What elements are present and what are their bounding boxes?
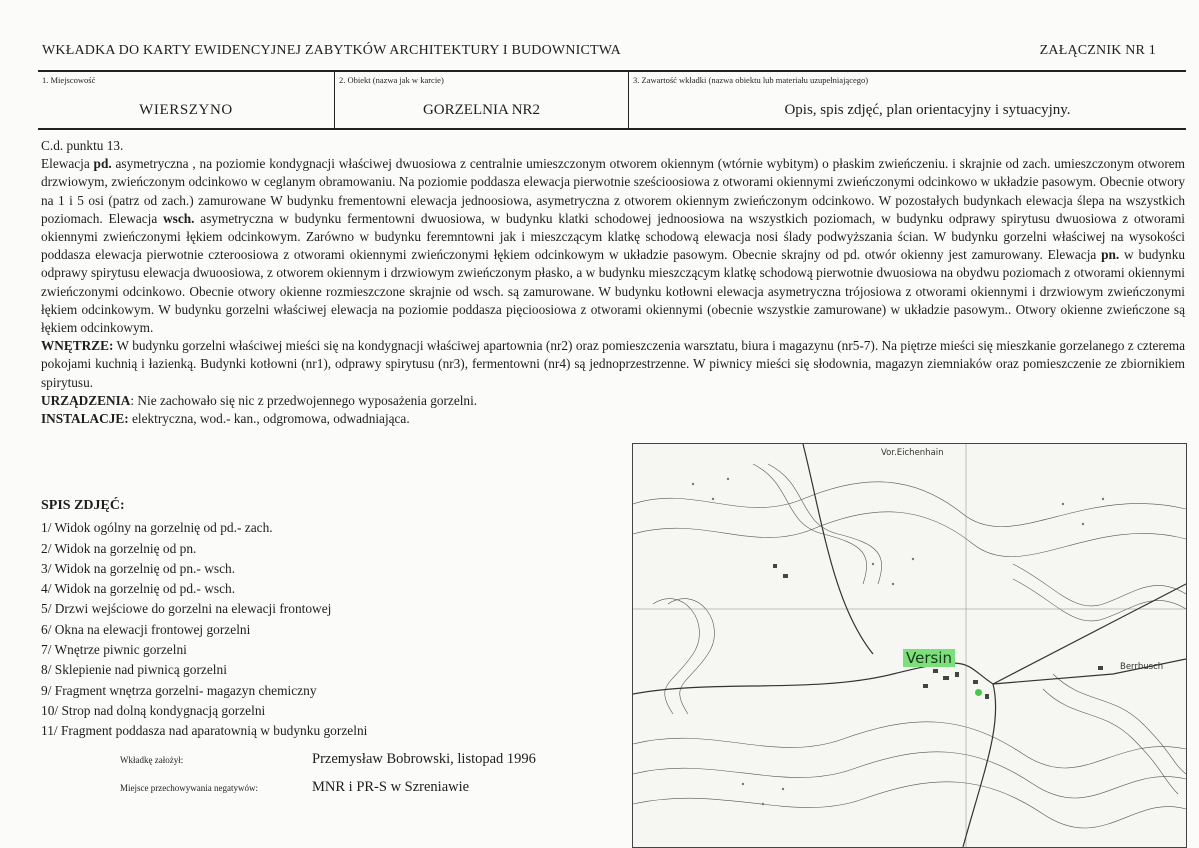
author-value: Przemysław Bobrowski, listopad 1996 — [312, 751, 536, 767]
installations-text: elektryczna, wod.- kan., odgromowa, odwadniająca. — [128, 411, 410, 427]
installations-paragraph — [41, 410, 1185, 428]
photo-item: 5/ Drzwi wejściowe do gorzelni na elewacji frontowej — [41, 601, 332, 617]
equipment-text: : Nie zachowało się nic z przedwojennego wyposażenia gorzelni. — [130, 392, 478, 408]
elevation-north-term: pn. — [1101, 247, 1120, 263]
storage-value: MNR i PR-S w Szreniawie — [312, 779, 470, 795]
equipment-label: URZĄDZENIA — [41, 392, 131, 408]
page-title: WKŁADKA DO KARTY EWIDENCYJNEJ ZABYTKÓW ARCHITEKTURY I BUDOWNICTWA — [42, 43, 621, 58]
elevation-text-3: w budynku odprawy spirytusu elewacja dwuoosiowa, z otworem okiennym i drzwiowym zwieńczonym płasko, a w budynku mieszczącym klatkę schodową pierwotnie dwuosiowa na obydwu poziomach z otworami okiennymi zwieńczonymi odcinkowo. Obecnie otwory okienne rozmieszczone skrajnie od wsch. są zamurowane. W budynku kotłowni elewacja asymetryczna trójosiowa z otworami okiennymi i drzwiowym zwieńczonymi łękiem odcinkowym. W budynku gorzelni właściwej elewacja na poziomie poddasza pięcioosiowa z otworami okiennymi (obecnie wszystkie zamurowane) w układzie pasowym.. Otwory okienne zwieńczone są łękiem odcinkowym. — [41, 247, 1185, 336]
map-label-top: Vor.Eichenhain — [881, 448, 944, 458]
interior-text: W budynku gorzelni właściwej mieści się na kondygnacji właściwej apartownia (nr2) oraz pomieszczenia warsztatu, biura i magazynu (nr5-7). Na piętrze mieści się mieszkanie gorzelanego z czterema pokojami kuchnią i łazienką. Budynki kotłowni (nr1), odprawy spirytusu (nr3), fermentowni (nr4) są jednoprzestrzenne. W piwnicy mieści się słodownia, magazyn ziemniaków oraz pomieszczenie ze zbiornikiem spirytusu. — [41, 338, 1185, 390]
elevation-text-1: asymetryczna , na poziomie kondygnacji właściwej dwuosiowa z centralnie umieszczonym otworem okiennym (wtórnie wybitym) o płaskim zwieńczeniu. i skrajnie od zach. umieszczonym otworem drzwiowym, zwieńczonym odcinkowo w ceglanym obramowaniu. Na poziomie poddasza elewacja pierwotnie sześcioosiowa z otworami okiennymi zwieńczonymi odcinkowo w układzie pasowym. Obecnie otwory na 1 i 5 osi (patrz od zach.) zamurowane W budynku frementowni elewacja jednoosiowa, asymetryczna z otworem okiennym zwieńczonym odcinkowo. W pozostałych budynkach elewacja ślepa na wszystkich poziomach. Elewacja — [41, 156, 1186, 226]
photo-item: 4/ Widok na gorzelnię od pd.- wsch. — [41, 581, 236, 597]
field-contents — [629, 72, 1186, 128]
author-label: Wkładkę założył: — [120, 755, 184, 765]
field-contents-label: 3. Zawartość wkładki (nazwa obiektu lub materiału uzupełniającego) — [633, 75, 869, 85]
photo-item: 10/ Strop nad dolną kondygnacją gorzelni — [41, 702, 266, 718]
metadata-fields — [38, 72, 1186, 130]
elevations-paragraph — [41, 155, 1185, 337]
footer-author-row — [120, 750, 620, 768]
location-marker-icon — [975, 689, 982, 696]
map-grid — [633, 444, 1186, 847]
annex-label: ZAŁĄCZNIK NR 1 — [1039, 43, 1156, 58]
installations-label: INSTALACJE: — [41, 411, 129, 427]
map-roads — [633, 444, 1186, 847]
photo-list-heading: SPIS ZDJĘĆ: — [41, 498, 125, 513]
field-locality-label: 1. Miejscowość — [42, 75, 96, 85]
photo-item: 6/ Okna na elewacji frontowej gorzelni — [41, 621, 251, 637]
contour-lines — [633, 464, 1186, 828]
field-contents-value: Opis, spis zdjęć, plan orientacyjny i sytuacyjny. — [784, 102, 1071, 118]
elevation-east-term: wsch. — [163, 210, 195, 226]
field-locality — [38, 72, 335, 128]
map-drawing — [633, 444, 1186, 847]
footer-storage-row — [120, 778, 620, 796]
interior-paragraph — [41, 337, 1185, 392]
elevation-lead: Elewacja — [41, 156, 94, 172]
field-object — [335, 72, 629, 128]
photo-list — [41, 496, 601, 742]
map-label-berrbusch: Berrbusch — [1120, 662, 1164, 672]
photo-items — [41, 518, 601, 741]
photo-item: 8/ Sklepienie nad piwnicą gorzelni — [41, 662, 227, 678]
page-header — [42, 43, 1156, 59]
map-label-village: Versin — [903, 649, 955, 667]
equipment-paragraph — [41, 392, 1185, 410]
photo-item: 3/ Widok na gorzelnię od pn.- wsch. — [41, 560, 236, 576]
continuation-note: C.d. punktu 13. — [41, 138, 124, 153]
photo-item: 11/ Fragment poddasza nad aparatownią w budynku gorzelni — [41, 723, 368, 739]
photo-item: 1/ Widok ogólny na gorzelnię od pd.- zach. — [41, 520, 273, 536]
photo-item: 2/ Widok na gorzelnię od pn. — [41, 540, 197, 556]
interior-label: WNĘTRZE: — [41, 338, 114, 354]
field-object-label: 2. Obiekt (nazwa jak w karcie) — [339, 75, 444, 85]
elevation-text-2: asymetryczna w budynku fermentowni dwuosiowa, w budynku klatki schodowej jednoosiowa na wszystkich poziomach, w budynku odprawy spirytusu dwuosiowa z otworami okiennymi zwieńczonymi łękiem odcinkowym. Zarówno w budynku feremntowni jak i mieszczącym klatkę schodową elewacja nosi ślady podwyższania ścian. W budynku gorzelni właściwej na wysokości poddasza elewacja pierwotnie czteroosiowa z otworami okiennymi zwieńczonymi łękiem odcinkowym w układzie pasowym. Obecnie skrajny od pd. otwór okienny jest zamurowany. Elewacja — [41, 210, 1185, 263]
photo-item: 9/ Fragment wnętrza gorzelni- magazyn chemiczny — [41, 682, 317, 698]
field-locality-value: WIERSZYNO — [139, 102, 233, 118]
photo-item: 7/ Wnętrze piwnic gorzelni — [41, 642, 187, 658]
elevation-south-term: pd. — [93, 156, 112, 172]
field-object-value: GORZELNIA NR2 — [422, 102, 541, 118]
location-map — [632, 443, 1187, 848]
storage-label: Miejsce przechowywania negatywów: — [120, 783, 258, 793]
description-body — [41, 137, 1185, 428]
